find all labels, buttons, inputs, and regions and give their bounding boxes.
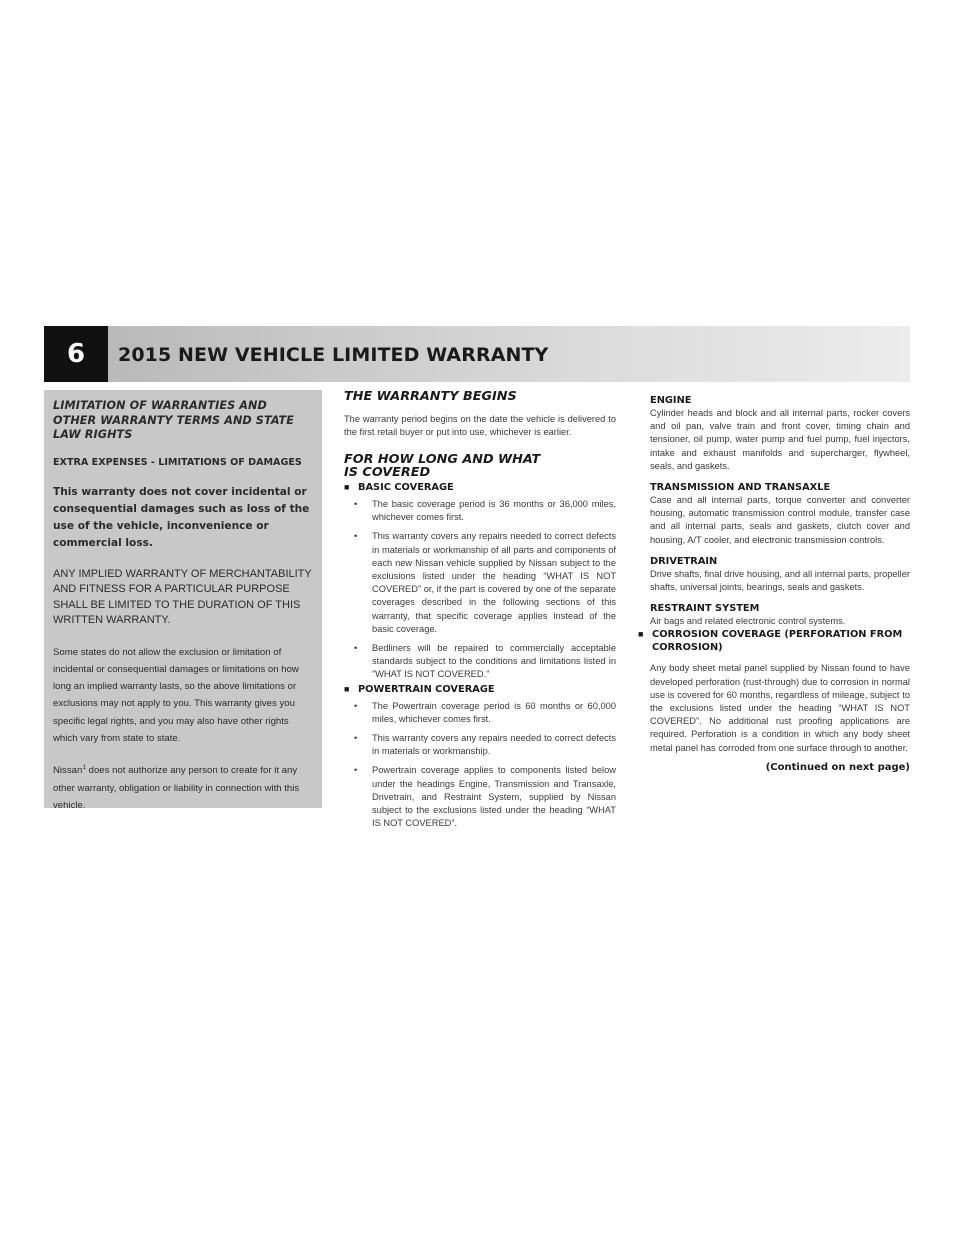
dot-bullet-icon: • <box>354 765 358 776</box>
dot-bullet-icon: • <box>354 531 358 542</box>
basic-coverage-heading <box>344 481 616 494</box>
transmission-section <box>650 481 910 547</box>
square-bullet-icon: ■ <box>638 629 644 640</box>
middle-column <box>344 390 616 830</box>
warranty-begins-heading: THE WARRANTY BEGINS <box>344 389 517 404</box>
right-column <box>638 390 910 775</box>
nissan-word: Nissan <box>53 765 83 777</box>
list-item <box>354 498 616 524</box>
page-title: 2015 NEW VEHICLE LIMITED WARRANTY <box>118 344 549 366</box>
list-item-text: Powertrain coverage applies to components listed below under the headings Engine, Transmission and Transaxle, Drivetrain, and Restraint System, supplied by Nissan subject to the exclusions listed under the heading “WHAT IS NOT COVERED”. <box>372 765 616 829</box>
sidebar-paragraph-2-rest: does not authorize any person to create for it any other warranty, obligation or liability in connection with this vehicle. <box>53 765 300 811</box>
sidebar-bold-paragraph: This warranty does not cover incidental or consequential damages such as loss of the use of the vehicle, inconvenience or commercial loss. <box>53 485 310 549</box>
powertrain-coverage-title: POWERTRAIN COVERAGE <box>358 683 495 695</box>
sidebar-subheading: EXTRA EXPENSES - LIMITATIONS OF DAMAGES <box>53 456 302 468</box>
sidebar-paragraph-2 <box>53 762 313 814</box>
dot-bullet-icon: • <box>354 498 358 509</box>
footnote-marker: 1 <box>82 764 86 772</box>
square-bullet-icon: ■ <box>344 481 350 492</box>
coverage-heading: FOR HOW LONG AND WHAT IS COVERED <box>344 451 541 481</box>
drivetrain-text: Drive shafts, final drive housing, and all internal parts, propeller shafts, universal joints, bearings, seals and gaskets. <box>650 568 910 593</box>
engine-section <box>650 394 910 473</box>
restraint-text: Air bags and related electronic control systems. <box>650 616 846 627</box>
list-item-text: Bedliners will be repaired to commercially acceptable standards subject to the conditions and limitations listed in ”WHAT IS NOT COVERED.” <box>372 642 616 680</box>
sidebar-box <box>44 390 322 811</box>
engine-text: Cylinder heads and block and all internal parts, rocker covers and oil pan, valve train and front cover, timing chain and tensioner, oil pump, water pump and fuel pump, fuel injectors, intake and exhaust manifolds and supercharger, flywheel, seals, and gaskets. <box>650 408 910 471</box>
transmission-text: Case and all internal parts, torque converter and converter housing, automatic transmission control module, transfer case and all internal parts, seals and gaskets, clutch cover and housing, A/T cooler, and electronic transmission controls. <box>650 495 910 545</box>
corrosion-heading <box>638 628 910 654</box>
list-item <box>354 732 616 758</box>
list-item-text: The basic coverage period is 36 months or 36,000 miles, whichever comes first. <box>372 498 616 523</box>
sidebar-caps-paragraph: ANY IMPLIED WARRANTY OF MERCHANTABILITY AND FITNESS FOR A PARTICULAR PURPOSE SHALL BE LIMITED TO THE DURATION OF THIS WRITTEN WARRANTY. <box>53 567 312 626</box>
sidebar-paragraph-1: Some states do not allow the exclusion or limitation of incidental or consequential damages or limitations on how long an implied warranty lasts, so the above limitations or exclusions may not apply to you. This warranty gives you specific legal rights, and you may also have other rights which vary from state to state. <box>53 646 299 744</box>
list-item-text: The Powertrain coverage period is 60 months or 60,000 miles, whichever comes first. <box>372 700 616 724</box>
corrosion-title: CORROSION COVERAGE (PERFORATION FROM CORROSION) <box>652 629 903 654</box>
list-item <box>354 530 616 636</box>
list-item-text: This warranty covers any repairs needed to correct defects in materials or workmanship. <box>372 732 616 757</box>
drivetrain-title: DRIVETRAIN <box>650 555 718 567</box>
restraint-title: RESTRAINT SYSTEM <box>650 603 760 615</box>
dot-bullet-icon: • <box>354 700 358 711</box>
corrosion-text: Any body sheet metal panel supplied by Nissan found to have developed perforation (rust-through) due to corrosion in normal use is covered for 60 months, regardless of mileage, subject to the exclusions listed under the heading “WHAT IS NOT COVERED”. No additional rust proofing applications are required. Perforation is a condition in which any body sheet metal panel has corroded from one surface through to another. <box>650 663 910 753</box>
square-bullet-icon: ■ <box>344 683 350 694</box>
restraint-section <box>650 602 910 628</box>
list-item <box>354 642 616 682</box>
powertrain-coverage-heading <box>344 683 616 696</box>
transmission-title: TRANSMISSION AND TRANSAXLE <box>650 482 831 494</box>
list-item <box>354 764 616 830</box>
continued-note: (Continued on next page) <box>765 761 910 773</box>
list-item <box>354 700 616 726</box>
page-number: 6 <box>44 326 108 382</box>
engine-title: ENGINE <box>650 395 692 406</box>
dot-bullet-icon: • <box>354 642 358 653</box>
dot-bullet-icon: • <box>354 732 358 743</box>
basic-coverage-title: BASIC COVERAGE <box>358 481 454 493</box>
list-item-text: This warranty covers any repairs needed to correct defects in materials or workmanship of all parts and components of each new Nissan vehicle supplied by Nissan subject to the exclusions listed under the heading “WHAT IS NOT COVERED” or, if the part is covered by one of the separate coverages described in the following sections of this warranty, that specific coverage applies instead of the basic coverage. <box>372 531 616 634</box>
warranty-begins-text: The warranty period begins on the date the vehicle is delivered to the first retail buyer or put into use, whichever is earlier. <box>344 413 616 437</box>
drivetrain-section <box>650 555 910 594</box>
sidebar-heading: LIMITATION OF WARRANTIES AND OTHER WARRANTY TERMS AND STATE LAW RIGHTS <box>53 399 294 441</box>
